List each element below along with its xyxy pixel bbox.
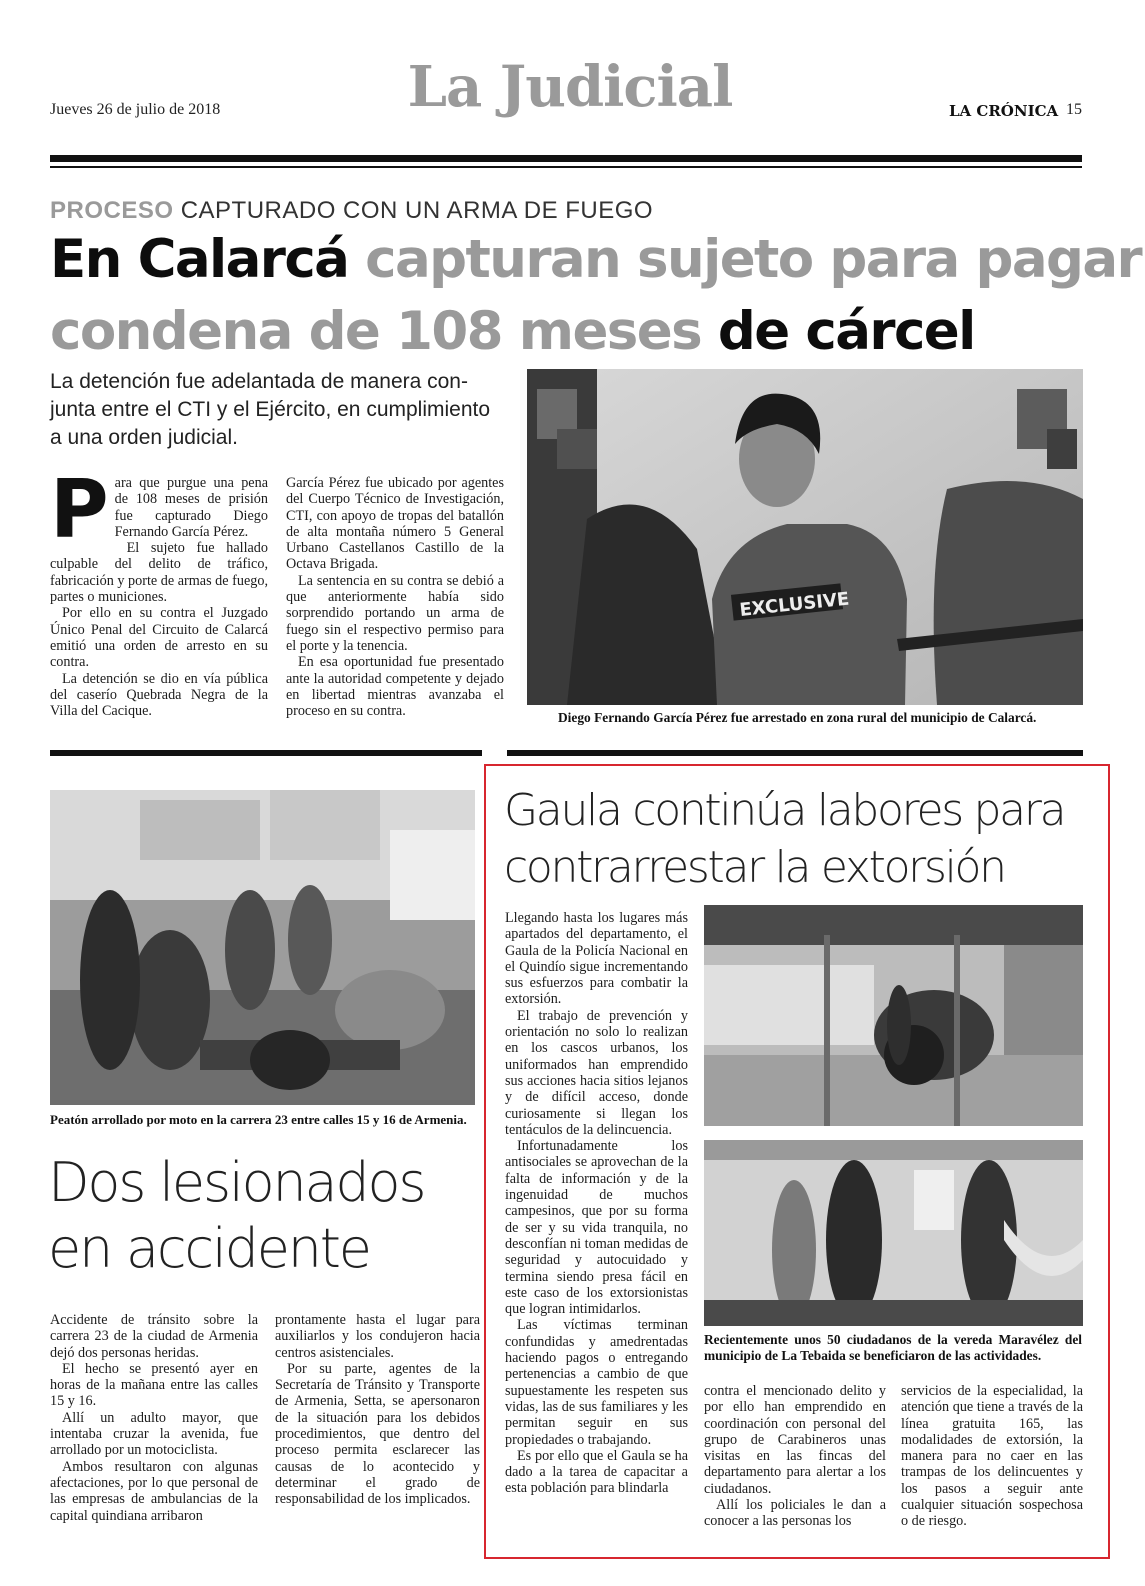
story3-column-2: contra el mencionado delito y por ello han emprendido en coordinación con personal del grupo de Carabineros unas visitas en las fincas del departamento para alertar a los ciudadanos. Allí los policiales le dan a conocer a las personas los: [704, 1383, 886, 1530]
headline-story1: [50, 224, 1142, 368]
story2-column-1: Accidente de tránsito sobre la carrera 23 de la ciudad de Armenia dejó dos personas heridas. El hecho se presentó ayer en horas de la mañana entre las calles 15 y 16. Allí un adulto mayor, que intentaba cruzar la avenida, fue arrollado por un motociclista. Ambos resultaron con algunas afectaciones, por lo que personal de las empresas de ambulancias de la capital quindiana arribaron: [50, 1312, 258, 1524]
headline-story3: Gaula continúa labores para contrarrestar la extorsión: [504, 785, 1065, 893]
headline-line1: En Calarcá capturan sujeto para pagar: [50, 229, 1142, 290]
page-number: 15: [1066, 101, 1082, 118]
header-rule-thick: [50, 155, 1082, 162]
issue-date: Jueves 26 de julio de 2018: [50, 101, 221, 118]
photo-accident: [50, 790, 475, 1105]
drop-cap: P: [50, 463, 109, 556]
section-title: La Judicial: [407, 54, 733, 120]
photo-gaula-caption: Recientemente unos 50 ciudadanos de la vereda Maravélez del municipio de La Tebaida se beneficiaron de las actividades.: [704, 1332, 1082, 1363]
header-rule-thin: [50, 166, 1082, 168]
kicker-text: CAPTURADO CON UN ARMA DE FUEGO: [180, 197, 654, 224]
photo-arrest: [527, 369, 1083, 705]
divider-right: [507, 750, 1083, 756]
photo-gaula-house: [704, 1140, 1083, 1326]
story3-column-1: Llegando hasta los lugares más apartados del departamento, el Gaula de la Policía Nacional en el Quindío sigue incrementando sus esfuerzos para combatir la extorsión. El trabajo de prevención y orientación no solo lo realizan en los cascos urbanos, los uniformados han emprendido sus acciones hacia sitios lejanos y de difícil acceso, donde curiosamente si llegan los tentáculos de la delincuencia. Infortunadamente los antisociales se aprovechan de la falta de información y de la ingenuidad de muchos campesinos, que por su forma de ser y su vida tranquila, no desconfían ni toman medidas de seguridad y autocuidado y termina siendo presa fácil en este caso de los extorsionistas que logran intimidarlos. Las víctimas terminan confundidas y amedrentadas haciendo pagos o entregando pertenencias a cambio de que supuestamente les respeten sus vidas, las de sus familiares y les permitan seguir en sus propiedades o trabajando. Es por ello que el Gaula se ha dado a la tarea de capacitar a esta población para blindarla: [505, 910, 688, 1497]
kicker: [50, 197, 653, 225]
story2-column-2: prontamente hasta el lugar para auxiliarlos y los condujeron hacia centros asistenciales. Por su parte, agentes de la Secretaría de Tránsito y Transporte de Armenia, Setta, se apersonaron de la situación para los debidos procedimientos, que dentro del proceso permita esclarecer las causas de lo acontecido y determinar el grado de responsabilidad de los implicados.: [275, 1312, 480, 1508]
story3-column-3: servicios de la especialidad, la atención que tiene a través de la línea gratuita 165, las modalidades de extorsión, la manera para no caer en las trampas de los delincuentes y los pasos a seguir ante cualquier situación sospechosa o de riesgo.: [901, 1383, 1083, 1530]
shirt-text: EXCLUSIVE: [738, 588, 851, 621]
photo-arrest-caption: Diego Fernando García Pérez fue arrestado en zona rural del municipio de Calarcá.: [558, 710, 1037, 725]
photo-accident-caption: Peatón arrollado por moto en la carrera 23 entre calles 15 y 16 de Armenia.: [50, 1112, 467, 1127]
lede: La detención fue adelantada de manera con- junta entre el CTI y el Ejército, en cumplimiento a una orden judicial.: [50, 370, 491, 449]
story1-column-1: P ara que purgue una pena de 108 meses de prisión fue capturado Diego Fernando García Pérez. El sujeto fue hallado culpable del delito de tráfico, fabricación y porte de armas de fuego, partes o municiones. Por ello en su contra el Juzgado Único Penal del Circuito de Calarcá emitió una orden de arresto en su contra. La detención se dio en vía pública del caserío Quebrada Negra de la Villa del Cacique.: [50, 463, 268, 720]
newspaper-name: LA CRÓNICA: [949, 102, 1059, 120]
headline-line2: condena de 108 meses de cárcel: [50, 301, 975, 362]
photo-gaula-tractor: [704, 905, 1083, 1126]
kicker-tag: PROCESO: [50, 197, 174, 224]
story1-column-2: García Pérez fue ubicado por agentes del Cuerpo Técnico de Investigación, CTI, con apoyo de tropas del batallón de alta montaña número 5 General Urbano Castellanos Castillo de la Octava Brigada. La sentencia en su contra se debió a que anteriormente había sido sorprendido portando un arma de fuego sin el respectivo permiso para el porte y la tenencia. En esa oportunidad fue presentado ante la autoridad competente y dejado en libertad mientras avanzaba el proceso en su contra.: [286, 475, 504, 720]
headline-story2: Dos lesionados en accidente: [48, 1151, 425, 1280]
divider-left: [50, 750, 482, 756]
